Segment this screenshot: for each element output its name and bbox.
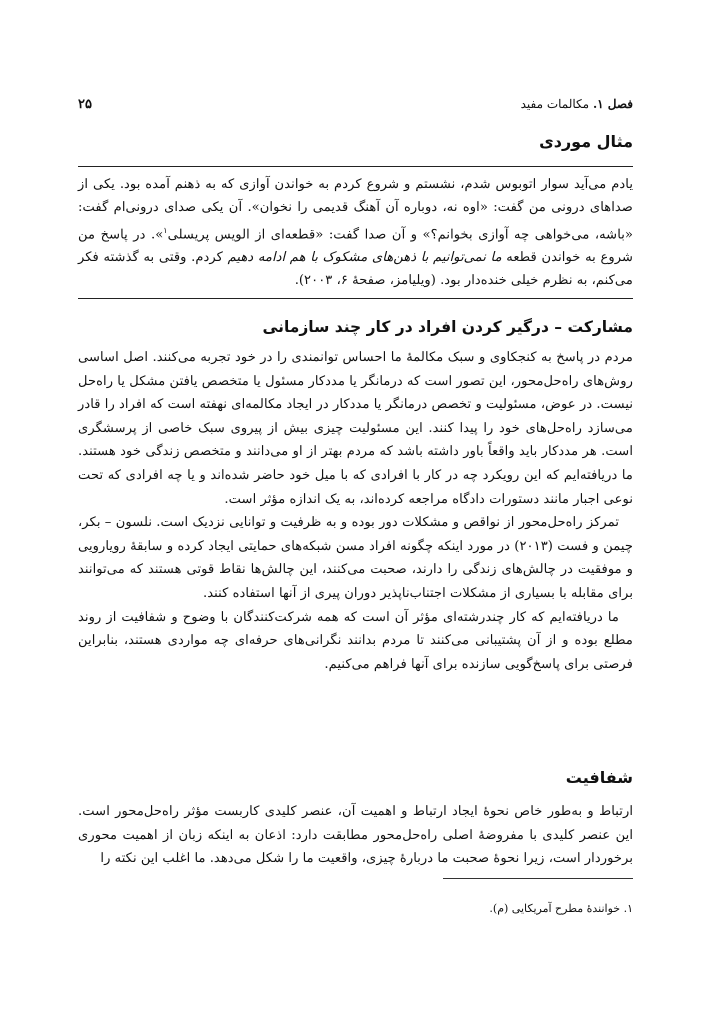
case-text-part-1: یادم می‌آید سوار اتوبوس شدم، نشستم و شروع کردم به خواندن آوازی که به ذهنم آمده بود. یکی از صداهای درونی من گفت: «اوه نه، دوباره آن آهنگ قدیمی را نخوان». آن یکی صدای درونی‌ام گفت: «باشه، می‌خواهی چه آوازی بخوانم؟» و آن صدا گفت: «قطعه‌ای از الویس پریسلی — [78, 177, 633, 243]
section-body-participation — [78, 346, 633, 676]
chapter-heading — [521, 97, 633, 111]
case-example-title: مثال موردی — [539, 132, 633, 151]
section-title-transparency: شفافیت — [565, 768, 633, 787]
section-title-participation: مشارکت – درگیر کردن افراد در کار چند سازمانی — [262, 318, 633, 336]
case-example-box — [78, 166, 633, 299]
page-number: ۲۵ — [78, 96, 92, 112]
case-example-text — [78, 173, 633, 292]
footnote: ۱. خوانندهٔ مطرح آمریکایی (م). — [489, 902, 633, 915]
chapter-title: مکالمات مفید — [520, 97, 590, 111]
case-text-part-3: کردم. وقتی به گذشته فکر می‌کنم، به نظرم خیلی خنده‌دار بود. (ویلیامز، صفحهٔ ۶، ۲۰۰۳). — [78, 250, 633, 289]
song-title: ما نمی‌توانیم با ذهن‌های مشکوک با هم ادامه دهیم — [227, 250, 502, 266]
footnote-divider — [443, 878, 633, 879]
footnote-marker[interactable]: ۱ — [163, 226, 168, 235]
paragraph: مردم در پاسخ به کنجکاوی و سبک مکالمهٔ ما احساس توانمندی را در خود تجربه می‌کنند. اصل اساسی روش‌های راه‌حل‌محور، این تصور است که درمانگر یا مددکار مسئول یا متخصص یافتن مشکل یا راه‌حل نیست. در عوض، مسئولیت و تخصص درمانگر یا مددکار در ایجاد مکالمه‌ای نهفته است که افراد را قادر می‌سازد راه‌حل‌های خود را پیدا کنند. این مسئولیت چیزی بیش از پیروی سبک خاصی از پرسشگری است. هر مددکار باید واقعاً باور داشته باشد که مردم بهتر از او می‌دانند و متخصص زندگی خود هستند. ما دریافته‌ایم که این رویکرد چه در کار با افرادی که با میل خود حاضر شده‌اند و یا چه افرادی که تحت نوعی اجبار مانند دستورات دادگاه مراجعه کرده‌اند، به یک اندازه مؤثر است. — [78, 350, 633, 507]
paragraph: ارتباط و به‌طور خاص نحوهٔ ایجاد ارتباط و اهمیت آن، عنصر کلیدی کاربست مؤثر راه‌حل‌محور است. این عنصر کلیدی با مفروضهٔ اصلی راه‌حل‌محور مطابقت دارد: اذعان به اینکه زبان از اهمیت محوری برخوردار است، زیرا نحوهٔ صحبت ما دربارهٔ چیزی، واقعیت ما را شکل می‌دهد. ما اغلب این نکته را — [78, 804, 633, 867]
paragraph: تمرکز راه‌حل‌محور از نواقص و مشکلات دور بوده و به ظرفیت و توانایی نزدیک است. نلسون – بکر، چیمن و فست (۲۰۱۳) در مورد اینکه چگونه افراد مسن شبکه‌های حمایتی ایجاد کرده و سابقهٔ رویارویی و موفقیت در چالش‌های زندگی را دارند، صحبت می‌کنند، این چالش‌ها نقاط قوتی هستند که می‌توانند برای مقابله با بسیاری از مشکلات اجتناب‌ناپذیر دوران پیری از آنها استفاده کنند. — [78, 515, 633, 601]
case-text-part-2: ». در پاسخ من شروع به خواندن قطعه — [78, 227, 634, 266]
chapter-label: فصل ۱. — [592, 97, 633, 111]
running-header — [78, 94, 633, 114]
section-body-transparency — [78, 800, 633, 871]
book-page — [78, 0, 633, 1024]
paragraph: ما دریافته‌ایم که کار چندرشته‌ای مؤثر آن است که همه شرکت‌کنندگان با وضوح و شفافیت از روند مطلع بوده و از آن پشتیبانی می‌کنند تا مردم بدانند نگرانی‌های حرفه‌ای چه مواردی هستند، بنابراین فرصتی برای پاسخ‌گویی سازنده برای آنها فراهم می‌کنیم. — [78, 609, 633, 672]
